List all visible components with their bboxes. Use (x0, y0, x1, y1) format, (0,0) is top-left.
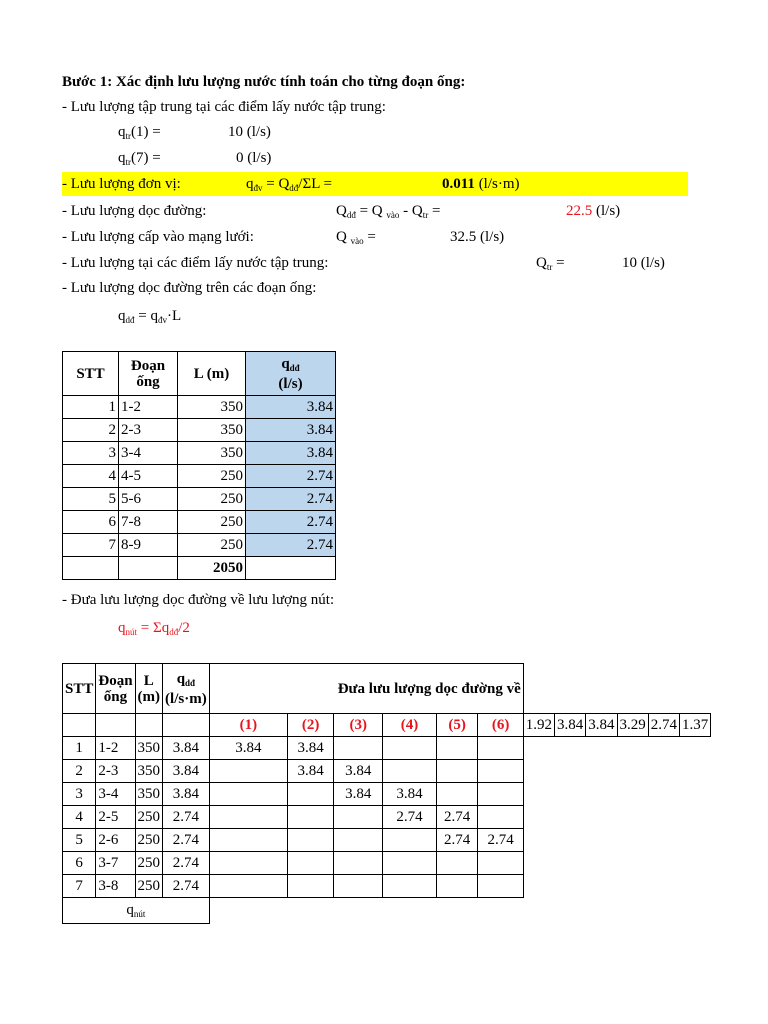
doc-duong-formula: $Q_{dđ} = Q$ $_{vào} - Q_{tr}$ = (336, 203, 441, 220)
segment-cell: 4-5 (119, 465, 178, 488)
segment-cell: 2-3 (119, 419, 178, 442)
node-value-cell (478, 783, 523, 806)
stt-cell: 3 (63, 783, 96, 806)
value-qtr1: 10 (l/s) (228, 124, 271, 140)
node-value-cell (383, 875, 437, 898)
qdd-cell: 2.74 (163, 806, 210, 829)
tap-trung-label: - Lưu lượng tại các điểm lấy nước tập trung: (62, 255, 329, 271)
stt-cell: 4 (63, 806, 96, 829)
stt-cell: 2 (63, 760, 96, 783)
doc-duong-value: 22.5 (l/s) (566, 203, 621, 219)
node-value-cell (436, 760, 478, 783)
segment-cell: 8-9 (119, 534, 178, 557)
table-row (63, 396, 336, 419)
qdd-cell: 2.74 (163, 852, 210, 875)
segment-cell: 2-3 (96, 760, 135, 783)
segment-cell: 7-8 (119, 511, 178, 534)
node-value-cell (383, 852, 437, 875)
header-length: L (m) (135, 664, 163, 714)
node-value-cell (383, 760, 437, 783)
node-value-cell (383, 829, 437, 852)
node-value-cell: 3.84 (334, 783, 383, 806)
node-value-cell: 3.84 (288, 760, 334, 783)
node-value-cell (288, 783, 334, 806)
stt-cell: 4 (63, 465, 119, 488)
node-value-cell (209, 852, 287, 875)
node-value-cell (209, 783, 287, 806)
segment-cell: 1-2 (119, 396, 178, 419)
node-value-cell (288, 829, 334, 852)
line-concentrated-flow: - Lưu lượng tập trung tại các điểm lấy nước tập trung: (62, 99, 386, 115)
value-qtr7: 0 (l/s) (236, 150, 272, 166)
node-value-cell (436, 737, 478, 760)
dua-ve-label: - Đưa lưu lượng dọc đường về lưu lượng nút: (62, 592, 335, 608)
qdd-cell: 3.84 (246, 396, 336, 419)
qnut-total-cell: 2.74 (648, 714, 679, 737)
length-cell: 350 (178, 396, 246, 419)
node-value-cell (209, 760, 287, 783)
segment-cell: 3-8 (96, 875, 135, 898)
header-qdd: $q_{dđ}$ (l/s) (246, 352, 336, 396)
node-value-cell (436, 852, 478, 875)
cap-vao-formula: Q $_{vào}$ = (336, 229, 376, 246)
qdd-cell: 3.84 (246, 442, 336, 465)
table-row (63, 829, 711, 852)
unit-flow-label: - Lưu lượng đơn vị: (62, 176, 181, 192)
length-cell: 250 (135, 875, 163, 898)
total-length: 2050 (178, 557, 246, 580)
node-header: (1) (209, 714, 287, 737)
segment-cell: 2-6 (96, 829, 135, 852)
length-cell: 350 (135, 737, 163, 760)
table-row (63, 783, 711, 806)
stt-cell: 5 (63, 488, 119, 511)
segment-cell: 3-4 (96, 783, 135, 806)
node-value-cell: 2.74 (383, 806, 437, 829)
node-value-cell: 2.74 (478, 829, 523, 852)
node-value-cell (288, 806, 334, 829)
header-stt: STT (63, 664, 96, 714)
table-row (63, 488, 336, 511)
qdd-cell: 2.74 (246, 465, 336, 488)
node-value-cell (334, 806, 383, 829)
stt-cell: 7 (63, 875, 96, 898)
pipe-segment-table (62, 351, 336, 580)
table-row (63, 442, 336, 465)
node-value-cell: 3.84 (288, 737, 334, 760)
length-cell: 350 (135, 760, 163, 783)
node-value-cell (288, 852, 334, 875)
qnut-total-cell: 1.37 (680, 714, 711, 737)
segment-cell: 3-4 (119, 442, 178, 465)
table-row (63, 875, 711, 898)
tap-trung-value: 10 (l/s) (622, 255, 665, 271)
segment-cell: 2-5 (96, 806, 135, 829)
qdd-cell: 2.74 (246, 511, 336, 534)
formula-qdd: $q_{dđ} = q_{đv}\cdot L$ (118, 308, 182, 325)
length-cell: 250 (135, 806, 163, 829)
qnut-label: $q_{nút}$ (63, 898, 210, 924)
qnut-total-cell: 3.84 (555, 714, 586, 737)
doc-duong-label: - Lưu lượng dọc đường: (62, 203, 207, 219)
table-row (63, 806, 711, 829)
qdd-cell: 2.74 (163, 829, 210, 852)
table-row (63, 852, 711, 875)
header-doan: Đoạn ống (119, 352, 178, 396)
node-value-cell (478, 737, 523, 760)
length-cell: 250 (178, 511, 246, 534)
node-value-cell (334, 852, 383, 875)
node-header: (3) (334, 714, 383, 737)
node-flow-table (62, 663, 711, 924)
table-row (63, 534, 336, 557)
length-cell: 250 (178, 465, 246, 488)
node-value-cell (478, 852, 523, 875)
node-value-cell: 2.74 (436, 806, 478, 829)
tap-trung-formula: $Q_{tr}$ = (536, 255, 565, 272)
stt-cell: 1 (63, 396, 119, 419)
header-qdd: $q_{dđ}$ (l/s·m) (163, 664, 210, 714)
node-value-cell (288, 875, 334, 898)
node-header: (6) (478, 714, 523, 737)
node-value-cell (478, 760, 523, 783)
qdd-cell: 2.74 (246, 534, 336, 557)
formula-qnut: $q_{nút} = \Sigma q_{dđ}/2$ (118, 620, 190, 637)
stt-cell: 6 (63, 852, 96, 875)
formula-qtr1: $q_{tr}(1)$ = (118, 124, 161, 141)
header-doan: Đoạn ống (96, 664, 135, 714)
unit-flow-value: 0.011 (l/s·m) (442, 176, 520, 192)
node-value-cell: 3.84 (209, 737, 287, 760)
stt-cell: 2 (63, 419, 119, 442)
node-value-cell (478, 875, 523, 898)
qnut-total-cell: 3.84 (586, 714, 617, 737)
node-value-cell (334, 875, 383, 898)
qnut-total-cell: 1.92 (523, 714, 554, 737)
qnut-total-cell: 3.29 (617, 714, 648, 737)
table-row (63, 760, 711, 783)
qdd-cell: 3.84 (163, 760, 210, 783)
cap-vao-value: 32.5 (l/s) (450, 229, 505, 245)
node-value-cell (436, 783, 478, 806)
formula-qtr7: $q_{tr}(7)$ = (118, 150, 161, 167)
header-stt: STT (63, 352, 119, 396)
table-row (63, 465, 336, 488)
qdd-cell: 3.84 (163, 783, 210, 806)
node-value-cell (478, 806, 523, 829)
node-header: (2) (288, 714, 334, 737)
length-cell: 350 (135, 783, 163, 806)
length-cell: 250 (135, 852, 163, 875)
stt-cell: 1 (63, 737, 96, 760)
qdd-cell: 3.84 (163, 737, 210, 760)
node-header: (5) (436, 714, 478, 737)
node-value-cell (334, 737, 383, 760)
stt-cell: 5 (63, 829, 96, 852)
qdd-cell: 2.74 (163, 875, 210, 898)
segment-cell: 3-7 (96, 852, 135, 875)
node-header: (4) (383, 714, 437, 737)
tren-doan-label: - Lưu lượng dọc đường trên các đoạn ống: (62, 280, 317, 296)
segment-cell: 5-6 (119, 488, 178, 511)
node-value-cell (209, 875, 287, 898)
length-cell: 250 (178, 488, 246, 511)
length-cell: 250 (135, 829, 163, 852)
node-value-cell (209, 806, 287, 829)
header-length: L (m) (178, 352, 246, 396)
step-heading: Bước 1: Xác định lưu lượng nước tính toán cho từng đoạn ống: (62, 74, 466, 90)
node-value-cell: 3.84 (334, 760, 383, 783)
segment-cell: 1-2 (96, 737, 135, 760)
table-row (63, 737, 711, 760)
table-row (63, 511, 336, 534)
header-node-group: Đưa lưu lượng dọc đường về (209, 664, 523, 714)
length-cell: 350 (178, 442, 246, 465)
node-value-cell: 3.84 (383, 783, 437, 806)
length-cell: 350 (178, 419, 246, 442)
table-row (63, 419, 336, 442)
cap-vao-label: - Lưu lượng cấp vào mạng lưới: (62, 229, 254, 245)
qdd-cell: 2.74 (246, 488, 336, 511)
unit-flow-formula: $q_{đv} = Q_{dđ}/\Sigma L$ = (246, 176, 333, 193)
qdd-cell: 3.84 (246, 419, 336, 442)
node-value-cell (436, 875, 478, 898)
node-value-cell: 2.74 (436, 829, 478, 852)
stt-cell: 6 (63, 511, 119, 534)
stt-cell: 3 (63, 442, 119, 465)
stt-cell: 7 (63, 534, 119, 557)
node-value-cell (334, 829, 383, 852)
length-cell: 250 (178, 534, 246, 557)
node-value-cell (209, 829, 287, 852)
node-value-cell (383, 737, 437, 760)
